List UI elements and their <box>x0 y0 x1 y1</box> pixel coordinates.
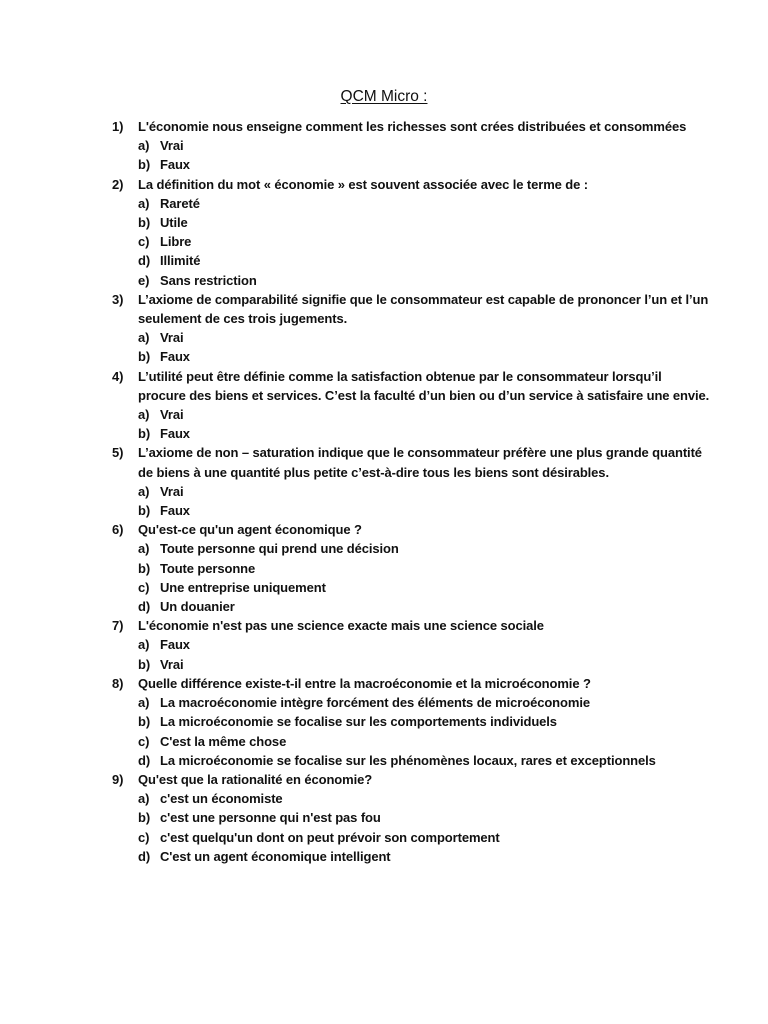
option-text: La microéconomie se focalise sur les phénomènes locaux, rares et exceptionnels <box>160 752 656 768</box>
answer-options <box>138 194 712 290</box>
option-text: Faux <box>160 157 190 173</box>
answer-option <box>138 155 712 174</box>
option-text: Un douanier <box>160 599 235 615</box>
question-list <box>112 117 712 866</box>
option-letter: c) <box>138 234 150 250</box>
option-letter: d) <box>138 253 151 269</box>
question-text: Qu'est-ce qu'un agent économique ? <box>138 522 362 538</box>
question-number: 3) <box>112 291 124 307</box>
option-letter: b) <box>138 503 151 519</box>
option-letter: a) <box>138 483 150 499</box>
answer-option <box>138 559 712 578</box>
question-number: 9) <box>112 771 124 787</box>
question-number: 5) <box>112 445 124 461</box>
option-text: c'est quelqu'un dont on peut prévoir son comportement <box>160 829 500 845</box>
option-letter: c) <box>138 733 150 749</box>
option-text: Illimité <box>160 253 201 269</box>
question-text: L’axiome de non – saturation indique que le consommateur préfère une plus grande quantité de biens à une quantité plus petite c’est-à-dire tous les biens sont désirables. <box>138 445 702 480</box>
option-text: La microéconomie se focalise sur les comportements individuels <box>160 714 557 730</box>
question-text: L’utilité peut être définie comme la satisfaction obtenue par le consommateur lorsqu’il procure des biens et services. C’est la faculté d’un bien ou d’un service à satisfaire une envie. <box>138 368 710 403</box>
option-letter: b) <box>138 560 151 576</box>
question <box>112 770 712 866</box>
option-letter: c) <box>138 579 150 595</box>
answer-option <box>138 347 712 366</box>
question-number: 1) <box>112 119 124 134</box>
option-letter: a) <box>138 695 150 711</box>
option-text: Rareté <box>160 195 200 211</box>
option-letter: b) <box>138 714 151 730</box>
page-title-text: QCM Micro : <box>340 88 428 105</box>
option-text: C'est la même chose <box>160 733 287 749</box>
answer-options <box>138 136 712 174</box>
option-text: Faux <box>160 503 190 519</box>
option-text: c'est un économiste <box>160 791 283 807</box>
option-text: Vrai <box>160 483 184 499</box>
option-text: Sans restriction <box>160 272 257 288</box>
option-text: Une entreprise uniquement <box>160 579 326 595</box>
question-number: 4) <box>112 368 124 384</box>
question-number: 6) <box>112 522 124 538</box>
answer-option <box>138 405 712 424</box>
option-text: Toute personne <box>160 560 256 576</box>
question-text: L'économie n'est pas une science exacte mais une science sociale <box>138 618 544 634</box>
question <box>112 443 712 520</box>
question-text: La définition du mot « économie » est souvent associée avec le terme de : <box>138 176 589 192</box>
answer-option <box>138 751 712 770</box>
option-letter: a) <box>138 330 150 346</box>
question <box>112 616 712 674</box>
option-text: Faux <box>160 426 190 442</box>
option-text: Utile <box>160 215 188 231</box>
answer-option <box>138 635 712 654</box>
question-number: 7) <box>112 618 124 634</box>
question <box>112 290 712 367</box>
option-text: La macroéconomie intègre forcément des éléments de microéconomie <box>160 695 590 711</box>
option-letter: a) <box>138 791 150 807</box>
answer-option <box>138 424 712 443</box>
option-text: Vrai <box>160 138 184 154</box>
option-letter: a) <box>138 138 150 154</box>
option-letter: b) <box>138 215 151 231</box>
question <box>112 520 712 616</box>
answer-option <box>138 232 712 251</box>
answer-options <box>138 693 712 770</box>
answer-option <box>138 712 712 731</box>
question-text: Quelle différence existe-t-il entre la macroéconomie et la microéconomie ? <box>138 675 591 691</box>
answer-option <box>138 847 712 866</box>
question <box>112 117 712 175</box>
option-text: C'est un agent économique intelligent <box>160 848 391 864</box>
question-text: Qu'est que la rationalité en économie? <box>138 771 373 787</box>
answer-option <box>138 482 712 501</box>
answer-option <box>138 808 712 827</box>
answer-option <box>138 213 712 232</box>
answer-option <box>138 271 712 290</box>
question-text: L’axiome de comparabilité signifie que le consommateur est capable de prononcer l’un et l’un seulement de ces trois jugements. <box>138 291 709 327</box>
option-letter: c) <box>138 829 150 845</box>
question <box>112 674 712 770</box>
option-letter: b) <box>138 426 151 442</box>
page-title <box>0 88 768 106</box>
answer-option <box>138 693 712 712</box>
answer-options <box>138 635 712 673</box>
answer-option <box>138 328 712 347</box>
option-letter: b) <box>138 349 151 365</box>
question-number: 8) <box>112 675 124 691</box>
option-letter: b) <box>138 656 151 672</box>
question <box>112 367 712 444</box>
answer-option <box>138 501 712 520</box>
answer-option <box>138 251 712 270</box>
answer-option <box>138 597 712 616</box>
option-text: Faux <box>160 349 190 365</box>
answer-options <box>138 328 712 366</box>
answer-option <box>138 578 712 597</box>
answer-option <box>138 194 712 213</box>
option-text: Faux <box>160 637 190 653</box>
answer-option <box>138 828 712 847</box>
option-letter: a) <box>138 637 150 653</box>
option-letter: d) <box>138 599 151 615</box>
answer-option <box>138 136 712 155</box>
option-text: Libre <box>160 234 192 250</box>
option-letter: d) <box>138 752 151 768</box>
option-letter: b) <box>138 810 151 826</box>
option-text: Toute personne qui prend une décision <box>160 541 399 557</box>
answer-option <box>138 732 712 751</box>
option-letter: a) <box>138 195 150 211</box>
option-text: Vrai <box>160 330 184 346</box>
option-text: Vrai <box>160 407 184 423</box>
option-letter: e) <box>138 272 150 288</box>
question-number: 2) <box>112 176 124 192</box>
answer-options <box>138 539 712 616</box>
answer-option <box>138 789 712 808</box>
option-letter: d) <box>138 848 151 864</box>
answer-option <box>138 539 712 558</box>
option-text: c'est une personne qui n'est pas fou <box>160 810 381 826</box>
option-letter: a) <box>138 541 150 557</box>
option-letter: b) <box>138 157 151 173</box>
question-text: L'économie nous enseigne comment les richesses sont crées distribuées et consommées <box>138 119 687 134</box>
option-letter: a) <box>138 407 150 423</box>
answer-options <box>138 405 712 443</box>
option-text: Vrai <box>160 656 184 672</box>
answer-option <box>138 655 712 674</box>
answer-options <box>138 789 712 866</box>
answer-options <box>138 482 712 520</box>
question <box>112 175 712 290</box>
